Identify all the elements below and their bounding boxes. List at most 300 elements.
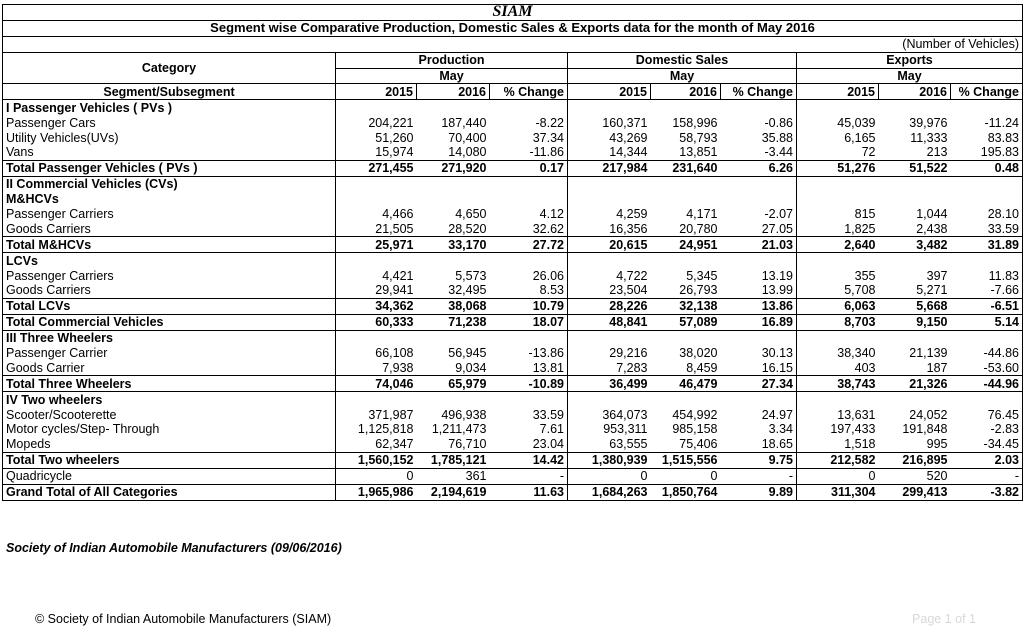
table-cell: 355 [854, 268, 876, 283]
empty-cell [951, 392, 1023, 407]
row-label: Total M&HCVs [3, 237, 336, 253]
table-cell: 9.89 [721, 484, 797, 500]
empty-cell [336, 253, 417, 268]
table-cell: 45,039 [837, 115, 876, 130]
table-cell: 231,640 [651, 160, 721, 176]
table-cell: 35.88 [721, 130, 797, 145]
table-cell: - [490, 468, 568, 484]
table-cell: 21.03 [721, 237, 797, 253]
table-cell: 7,938 [382, 360, 414, 375]
table-cell: 4,421 [382, 268, 414, 283]
empty-cell [797, 330, 879, 345]
table-cell: 364,073 [602, 407, 648, 422]
row-label: I Passenger Vehicles ( PVs ) [3, 100, 336, 115]
category-header: Category [3, 52, 336, 84]
table-cell: 27.05 [721, 221, 797, 236]
empty-cell [490, 330, 568, 345]
row-label: Vans [3, 145, 336, 160]
change-header: % Change [951, 84, 1023, 100]
change-header: % Change [490, 84, 568, 100]
table-cell: 57,089 [651, 314, 721, 330]
table-cell: 9,034 [455, 360, 487, 375]
table-cell: 361 [417, 468, 490, 484]
empty-cell [951, 253, 1023, 268]
year-header: 2015 [797, 84, 879, 100]
table-cell: 9.75 [721, 452, 797, 468]
table-cell: 26.06 [490, 268, 568, 283]
table-cell: 216,895 [879, 452, 951, 468]
table-cell: -6.51 [951, 298, 1023, 314]
table-row [3, 346, 1023, 361]
table-cell: -44.86 [951, 346, 1023, 361]
section-row [3, 330, 1023, 345]
table-cell: 0 [797, 468, 879, 484]
table-cell: 21,139 [909, 346, 948, 361]
empty-cell [417, 253, 490, 268]
empty-cell [490, 176, 568, 191]
row-label: Goods Carrier [3, 360, 336, 375]
change-header: % Change [721, 84, 797, 100]
domestic-sales-header: Domestic Sales [568, 52, 797, 68]
empty-cell [490, 100, 568, 115]
table-cell: 5,668 [879, 298, 951, 314]
empty-cell [797, 100, 879, 115]
section-row [3, 192, 1023, 207]
table-cell: 4,650 [455, 207, 487, 222]
row-label: Total Two wheelers [3, 452, 336, 468]
empty-cell [879, 192, 951, 207]
empty-cell [568, 392, 651, 407]
empty-cell [951, 100, 1023, 115]
table-cell: 1,125,818 [357, 422, 414, 437]
domestic-sales-month: May [568, 68, 797, 84]
table-cell: 16.15 [721, 360, 797, 375]
table-cell: 25,971 [336, 237, 417, 253]
row-label: Utility Vehicles(UVs) [3, 130, 336, 145]
empty-cell [336, 192, 417, 207]
table-cell: 21,505 [375, 221, 414, 236]
table-cell: 38,068 [417, 298, 490, 314]
table-cell: 32,138 [651, 298, 721, 314]
empty-cell [417, 176, 490, 191]
table-cell: -10.89 [490, 376, 568, 392]
table-cell: 36,499 [568, 376, 651, 392]
footer-note: Society of Indian Automobile Manufacturers (09/06/2016) [6, 541, 342, 555]
empty-cell [797, 192, 879, 207]
total-row [3, 298, 1023, 314]
table-cell: 197,433 [830, 422, 876, 437]
empty-cell [879, 330, 951, 345]
table-cell: 5,708 [844, 283, 876, 298]
table-cell: 191,848 [902, 422, 948, 437]
table-cell: 29,216 [609, 346, 648, 361]
table-cell: 6.26 [721, 160, 797, 176]
table-row [3, 145, 1023, 160]
total-row [3, 452, 1023, 468]
table-cell: 299,413 [879, 484, 951, 500]
empty-cell [879, 392, 951, 407]
table-cell: 51,522 [879, 160, 951, 176]
table-cell: -44.96 [951, 376, 1023, 392]
table-cell: 28.10 [951, 207, 1023, 222]
table-row [3, 221, 1023, 236]
empty-cell [651, 192, 721, 207]
table-cell: 37.34 [490, 130, 568, 145]
table-cell: 5,271 [916, 283, 948, 298]
empty-cell [568, 176, 651, 191]
exports-month: May [797, 68, 1023, 84]
table-cell: 31.89 [951, 237, 1023, 253]
table-cell: 16.89 [721, 314, 797, 330]
empty-cell [879, 176, 951, 191]
table-cell: 16,356 [609, 221, 648, 236]
table-cell: 1,211,473 [431, 422, 487, 437]
empty-cell [797, 253, 879, 268]
table-cell: -11.24 [951, 115, 1023, 130]
page-number: Page 1 of 1 [912, 612, 976, 626]
table-cell: 75,406 [679, 437, 718, 452]
table-cell: 51,276 [797, 160, 879, 176]
table-cell: 14,080 [448, 145, 487, 160]
empty-cell [721, 330, 797, 345]
empty-cell [651, 253, 721, 268]
table-row [3, 130, 1023, 145]
row-label: Passenger Cars [3, 115, 336, 130]
total-row [3, 484, 1023, 500]
table-cell: 27.72 [490, 237, 568, 253]
empty-cell [651, 100, 721, 115]
segment-header: Segment/Subsegment [3, 84, 336, 100]
table-cell: 24.97 [721, 407, 797, 422]
table-row [3, 268, 1023, 283]
table-cell: 1,850,764 [651, 484, 721, 500]
empty-cell [721, 100, 797, 115]
empty-cell [490, 192, 568, 207]
production-header: Production [336, 52, 568, 68]
total-row [3, 376, 1023, 392]
table-cell: 187 [926, 360, 948, 375]
table-cell: 29,941 [375, 283, 414, 298]
year-header: 2016 [417, 84, 490, 100]
table-row [3, 437, 1023, 452]
empty-cell [651, 330, 721, 345]
empty-cell [336, 176, 417, 191]
table-cell: -3.44 [721, 145, 797, 160]
copyright: © Society of Indian Automobile Manufacturers (SIAM) [35, 612, 332, 626]
table-cell: 33,170 [417, 237, 490, 253]
row-label: Passenger Carrier [3, 346, 336, 361]
table-cell: 5,345 [686, 268, 718, 283]
row-label: IV Two wheelers [3, 392, 336, 407]
empty-cell [879, 100, 951, 115]
row-label: Quadricycle [3, 468, 336, 484]
row-label: Passenger Carriers [3, 268, 336, 283]
table-cell: 27.34 [721, 376, 797, 392]
table-cell: 1,044 [916, 207, 948, 222]
table-row [3, 468, 1023, 484]
table-cell: 7,283 [616, 360, 648, 375]
table-cell: 5.14 [951, 314, 1023, 330]
empty-cell [417, 192, 490, 207]
table-cell: 0 [336, 468, 417, 484]
table-cell: 46,479 [651, 376, 721, 392]
year-header: 2016 [651, 84, 721, 100]
empty-cell [568, 330, 651, 345]
table-cell: 158,996 [672, 115, 718, 130]
table-cell: 83.83 [951, 130, 1023, 145]
table-cell: - [951, 468, 1023, 484]
table-cell: 72 [861, 145, 876, 160]
table-cell: 9,150 [879, 314, 951, 330]
table-cell: 212,582 [797, 452, 879, 468]
section-row [3, 253, 1023, 268]
table-cell: 38,743 [797, 376, 879, 392]
section-row [3, 176, 1023, 191]
row-label: Motor cycles/Step- Through [3, 422, 336, 437]
year-header: 2015 [568, 84, 651, 100]
empty-cell [951, 330, 1023, 345]
table-cell: -34.45 [951, 437, 1023, 452]
empty-cell [336, 392, 417, 407]
row-label: III Three Wheelers [3, 330, 336, 345]
table-cell: 3,482 [879, 237, 951, 253]
table-cell: 39,976 [909, 115, 948, 130]
exports-header: Exports [797, 52, 1023, 68]
empty-cell [797, 392, 879, 407]
table-cell: 4,259 [616, 207, 648, 222]
table-cell: 2,640 [797, 237, 879, 253]
table-cell: 6,165 [844, 130, 876, 145]
table-cell: 204,221 [368, 115, 414, 130]
table-cell: 0 [651, 468, 721, 484]
table-cell: 953,311 [603, 422, 648, 437]
empty-cell [651, 176, 721, 191]
row-label: Total LCVs [3, 298, 336, 314]
empty-cell [951, 192, 1023, 207]
table-cell: 18.07 [490, 314, 568, 330]
empty-cell [721, 176, 797, 191]
table-cell: 2,194,619 [417, 484, 490, 500]
table-cell: 520 [879, 468, 951, 484]
table-cell: 1,515,556 [651, 452, 721, 468]
table-cell: 18.65 [721, 437, 797, 452]
table-cell: 271,920 [417, 160, 490, 176]
row-label: Total Commercial Vehicles [3, 314, 336, 330]
table-cell: 160,371 [602, 115, 648, 130]
table-cell: 8,459 [686, 360, 718, 375]
table-cell: 195.83 [951, 145, 1023, 160]
empty-cell [721, 192, 797, 207]
table-cell: 8,703 [797, 314, 879, 330]
table-cell: 13.19 [721, 268, 797, 283]
table-cell: 0 [568, 468, 651, 484]
empty-cell [721, 392, 797, 407]
table-cell: 1,965,986 [336, 484, 417, 500]
year-header: 2015 [336, 84, 417, 100]
table-cell: 0.48 [951, 160, 1023, 176]
table-cell: 51,260 [375, 130, 414, 145]
row-label: II Commercial Vehicles (CVs) [3, 176, 336, 191]
row-label: Mopeds [3, 437, 336, 452]
table-cell: 1,560,152 [336, 452, 417, 468]
table-cell: 58,793 [679, 130, 718, 145]
table-cell: 2,438 [916, 221, 948, 236]
table-row [3, 360, 1023, 375]
table-cell: 13.86 [721, 298, 797, 314]
production-month: May [336, 68, 568, 84]
table-cell: 0.17 [490, 160, 568, 176]
table-cell: 11.83 [951, 268, 1023, 283]
table-cell: 48,841 [568, 314, 651, 330]
table-cell: 20,780 [679, 221, 718, 236]
table-cell: 24,951 [651, 237, 721, 253]
report-title: SIAM [3, 5, 1023, 21]
table-cell: 74,046 [336, 376, 417, 392]
empty-cell [490, 392, 568, 407]
table-cell: 32,495 [448, 283, 487, 298]
empty-cell [336, 100, 417, 115]
table-cell: 217,984 [568, 160, 651, 176]
row-label: M&HCVs [3, 192, 336, 207]
table-cell: 62,347 [375, 437, 414, 452]
total-row [3, 160, 1023, 176]
table-cell: 33.59 [490, 407, 568, 422]
table-cell: 496,938 [441, 407, 487, 422]
empty-cell [651, 392, 721, 407]
empty-cell [568, 100, 651, 115]
table-cell: -7.66 [951, 283, 1023, 298]
table-cell: - [721, 468, 797, 484]
table-cell: 66,108 [375, 346, 414, 361]
empty-cell [568, 253, 651, 268]
table-row [3, 422, 1023, 437]
table-cell: 28,226 [568, 298, 651, 314]
table-cell: 271,455 [336, 160, 417, 176]
table-cell: 43,269 [609, 130, 648, 145]
unit-note: (Number of Vehicles) [3, 36, 1023, 52]
table-cell: 60,333 [336, 314, 417, 330]
row-label: Total Passenger Vehicles ( PVs ) [3, 160, 336, 176]
table-cell: 995 [926, 437, 948, 452]
table-cell: 38,020 [679, 346, 718, 361]
table-cell: 13,631 [837, 407, 876, 422]
table-cell: 2.03 [951, 452, 1023, 468]
table-row [3, 283, 1023, 298]
row-label: Goods Carriers [3, 221, 336, 236]
table-cell: 13,851 [679, 145, 718, 160]
table-cell: 5,573 [455, 268, 487, 283]
section-row [3, 392, 1023, 407]
table-cell: 20,615 [568, 237, 651, 253]
report-subtitle: Segment wise Comparative Production, Domestic Sales & Exports data for the month of May 2016 [3, 20, 1023, 36]
table-cell: 24,052 [909, 407, 948, 422]
table-cell: 23,504 [609, 283, 648, 298]
row-label: Grand Total of All Categories [3, 484, 336, 500]
row-label: Passenger Carriers [3, 207, 336, 222]
table-cell: 454,992 [672, 407, 718, 422]
table-row [3, 407, 1023, 422]
empty-cell [797, 176, 879, 191]
table-cell: -53.60 [951, 360, 1023, 375]
table-cell: 10.79 [490, 298, 568, 314]
table-cell: 70,400 [448, 130, 487, 145]
table-cell: 32.62 [490, 221, 568, 236]
table-cell: 1,380,939 [568, 452, 651, 468]
table-cell: 1,518 [844, 437, 876, 452]
table-cell: 985,158 [672, 422, 718, 437]
table-cell: 11.63 [490, 484, 568, 500]
table-cell: 56,945 [448, 346, 487, 361]
table-cell: 11,333 [910, 130, 948, 145]
table-cell: -2.83 [951, 422, 1023, 437]
table-cell: 3.34 [721, 422, 797, 437]
table-cell: 63,555 [609, 437, 648, 452]
table-cell: 213 [926, 145, 948, 160]
total-row [3, 237, 1023, 253]
table-cell: 26,793 [679, 283, 718, 298]
empty-cell [417, 330, 490, 345]
empty-cell [490, 253, 568, 268]
table-cell: 371,987 [368, 407, 414, 422]
table-cell: 33.59 [951, 221, 1023, 236]
table-cell: 14.42 [490, 452, 568, 468]
table-cell: 34,362 [336, 298, 417, 314]
table-cell: 8.53 [490, 283, 568, 298]
empty-cell [879, 253, 951, 268]
table-cell: 15,974 [375, 145, 414, 160]
table-cell: -8.22 [490, 115, 568, 130]
total-row [3, 314, 1023, 330]
table-cell: 14,344 [609, 145, 648, 160]
table-cell: 403 [854, 360, 876, 375]
table-cell: 4,466 [382, 207, 414, 222]
table-cell: 187,440 [441, 115, 487, 130]
table-cell: 71,238 [417, 314, 490, 330]
table-cell: 65,979 [417, 376, 490, 392]
empty-cell [417, 392, 490, 407]
table-cell: 23.04 [490, 437, 568, 452]
table-cell: 4,722 [616, 268, 648, 283]
table-cell: -0.86 [721, 115, 797, 130]
empty-cell [721, 253, 797, 268]
table-cell: -11.86 [490, 145, 568, 160]
table-row [3, 115, 1023, 130]
table-cell: 4,171 [686, 207, 718, 222]
table-cell: 76.45 [951, 407, 1023, 422]
table-cell: 815 [854, 207, 876, 222]
table-cell: -13.86 [490, 346, 568, 361]
row-label: Scooter/Scooterette [3, 407, 336, 422]
row-label: Goods Carriers [3, 283, 336, 298]
table-cell: -3.82 [951, 484, 1023, 500]
table-cell: 13.99 [721, 283, 797, 298]
empty-cell [951, 176, 1023, 191]
table-cell: 38,340 [837, 346, 876, 361]
table-cell: 6,063 [797, 298, 879, 314]
table-cell: 1,825 [844, 221, 876, 236]
table-cell: 7.61 [490, 422, 568, 437]
table-cell: 21,326 [879, 376, 951, 392]
row-label: Total Three Wheelers [3, 376, 336, 392]
table-cell: 1,684,263 [568, 484, 651, 500]
table-cell: 13.81 [490, 360, 568, 375]
year-header: 2016 [879, 84, 951, 100]
table-cell: 30.13 [721, 346, 797, 361]
data-table [2, 4, 1023, 501]
empty-cell [336, 330, 417, 345]
row-label: LCVs [3, 253, 336, 268]
table-row [3, 207, 1023, 222]
